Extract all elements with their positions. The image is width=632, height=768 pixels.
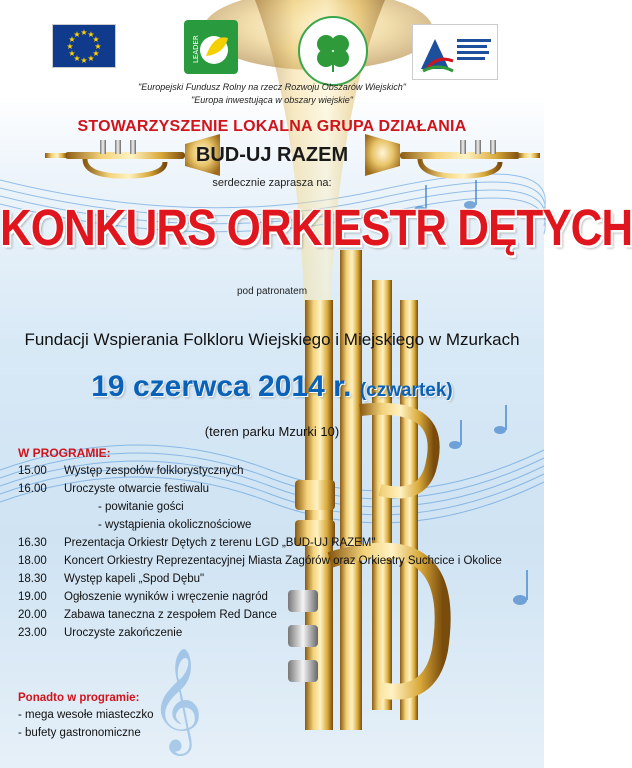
svg-text:★: ★ [92,49,100,58]
program-item [18,462,538,480]
extras-heading: Ponadto w programie: [18,692,140,704]
program-time: 19.00 [18,591,47,603]
eu-stars-icon [53,25,115,67]
program-heading: W PROGRAMIE: [18,446,111,460]
svg-text:★: ★ [66,42,74,51]
program-time [18,516,64,534]
organizer-group: BUD-UJ RAZEM [195,144,349,166]
svg-text:★: ★ [87,54,95,63]
program-time: 20.00 [18,609,47,621]
weekday-text: (czwartek) [359,380,453,401]
svg-text:★: ★ [73,54,81,63]
svg-text:★: ★ [80,28,88,37]
invite-text: serdecznie zaprasza na: [212,177,332,189]
program-time [18,498,64,516]
svg-text:★: ★ [94,42,102,51]
prow-logo [412,24,498,80]
program-event: Uroczyste zakończenie [64,627,183,639]
program-event: Prezentacja Orkiestr Dętych z terenu LGD „BUD-UJ RAZEM" [64,537,376,549]
event-title: KONKURS ORKIESTR DĘTYCH [0,200,632,257]
program-item [18,516,538,534]
patron-name: Fundacji Wspierania Folkloru Wiejskiego i Miejskiego w Mzurkach [24,330,520,349]
program-item [18,552,538,570]
program-item [18,588,538,606]
svg-text:★: ★ [68,35,76,44]
extras-list [18,690,154,742]
program-rows [18,462,538,642]
program-item [18,480,538,498]
eu-flag [52,24,116,68]
program-time: 16.30 [18,537,47,549]
leader-leaf-icon [184,20,238,74]
leader-logo [184,20,238,74]
program-time: 15.00 [18,465,47,477]
date-text: 19 czerwca 2014 r. [91,370,352,403]
svg-text:★: ★ [68,49,76,58]
program-event: Ogłoszenie wyników i wręczenie nagród [64,591,268,603]
event-date [0,370,544,404]
program-item [18,498,538,516]
program-event: Występ kapeli „Spod Dębu" [64,573,205,585]
program-item [18,606,538,624]
program-event: Koncert Orkiestry Reprezentacyjnej Miasta Zagórów oraz Orkiestry Suchcice i Okolice [64,555,502,567]
svg-text:★: ★ [87,30,95,39]
extras-item: - bufety gastronomiczne [18,727,141,739]
program-time: 18.30 [18,573,47,585]
program-event: - wystąpienia okolicznościowe [98,519,252,531]
svg-text:★: ★ [80,56,88,65]
program-item [18,624,538,642]
program-event: Uroczyste otwarcie festiwalu [64,483,210,495]
eu-fund-line: "Europejski Fundusz Rolny na rzecz Rozwoju Obszarów Wiejskich" [138,82,406,92]
extras-rows [18,706,154,742]
svg-text:★: ★ [92,35,100,44]
eu-slogan-line: "Europa inwestująca w obszary wiejskie" [191,95,353,105]
program-time: 23.00 [18,627,47,639]
program-time: 18.00 [18,555,47,567]
patronage-label: pod patronatem [236,286,308,297]
svg-text:★: ★ [73,30,81,39]
program-item [18,534,538,552]
lgd-clover-logo [298,16,368,86]
program-item [18,570,538,588]
extras-item: - mega wesołe miasteczko [18,709,154,721]
program-event: - powitanie gości [98,501,184,513]
prow-icon [413,25,497,79]
svg-text:LEADER: LEADER [192,35,200,63]
clover-icon [300,18,366,84]
program-event: Zabawa taneczna z zespołem Red Dance [64,609,277,621]
svg-text:𝄞: 𝄞 [150,647,204,752]
venue-text: (teren parku Mzurki 10) [204,424,340,439]
program-list [18,446,538,642]
organizer-name: STOWARZYSZENIE LOKALNA GRUPA DZIAŁANIA [77,118,467,135]
program-event: Występ zespołów folklorystycznych [64,465,244,477]
program-time: 16.00 [18,483,47,495]
